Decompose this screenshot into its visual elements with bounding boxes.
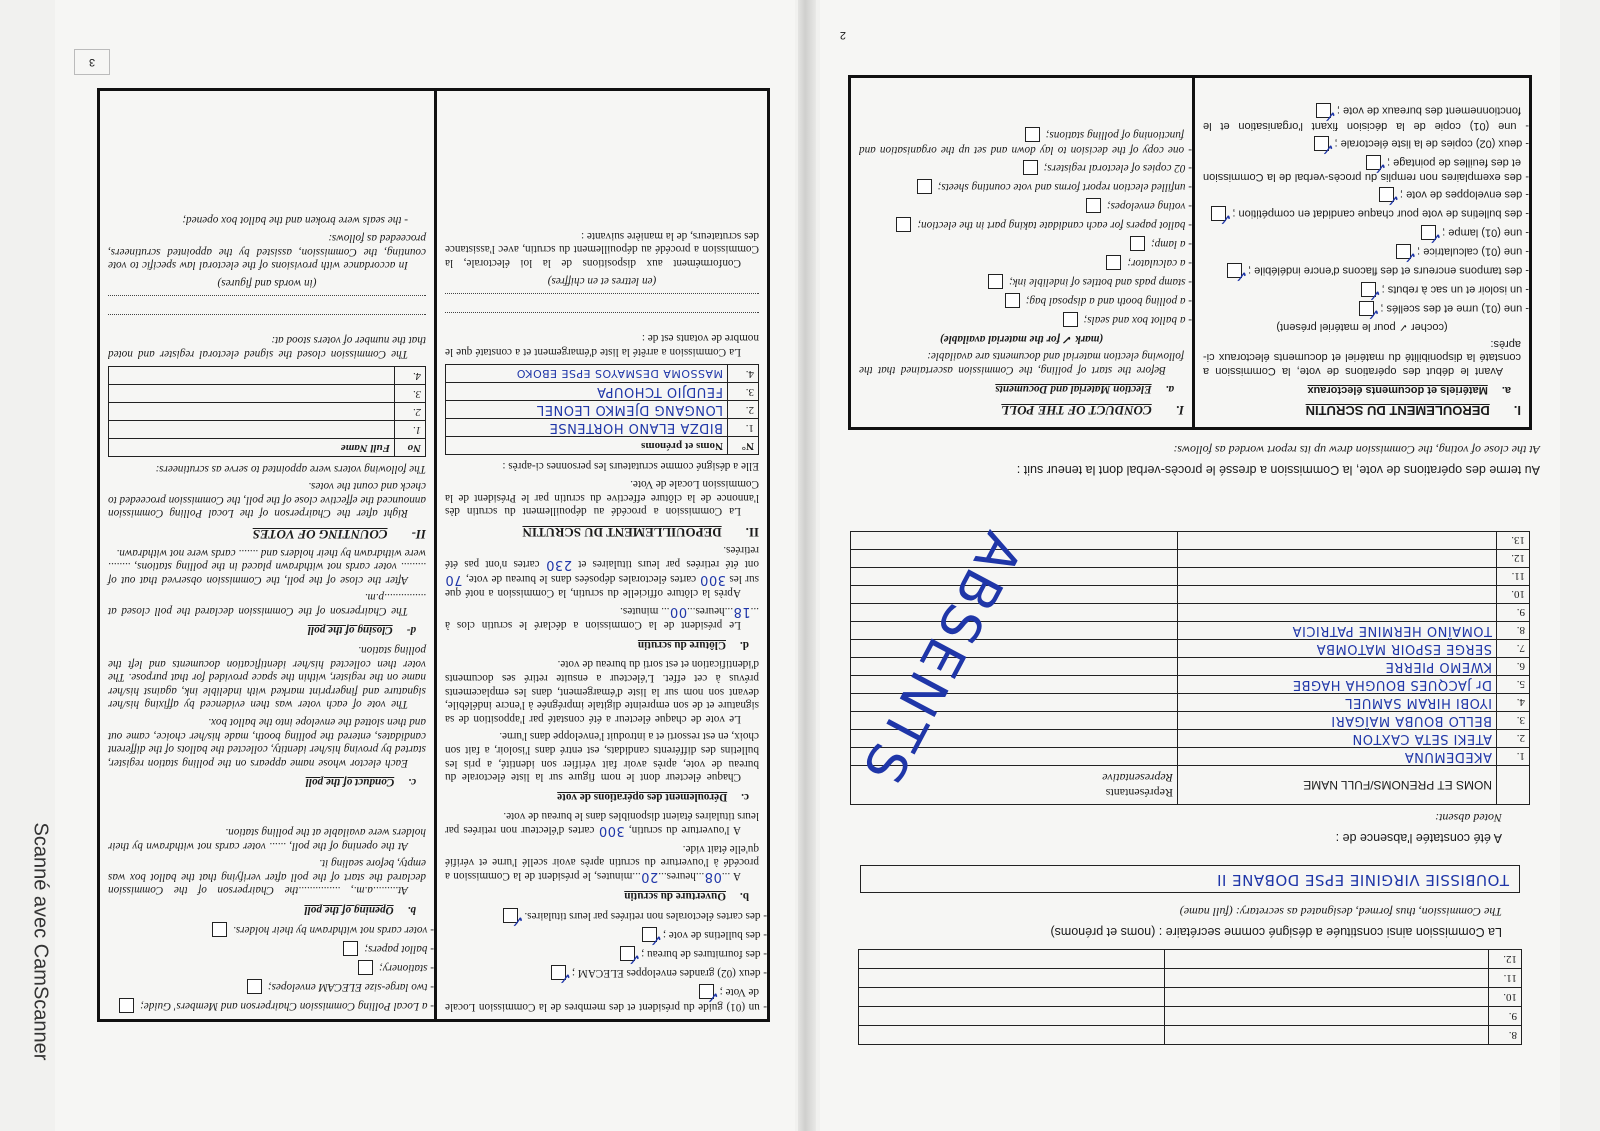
english-column (851, 78, 1195, 427)
section-letter: c. (741, 790, 749, 803)
section-heading (1203, 383, 1511, 396)
representative-cell[interactable] (851, 604, 1178, 622)
list-item: - un (01) guide du président et des membres de la Commission Locale de Vote ; (445, 986, 767, 1013)
checkbox[interactable] (119, 998, 134, 1013)
name-cell[interactable] (109, 384, 395, 402)
checkbox[interactable] (1227, 263, 1242, 278)
row-number: 3. (1497, 712, 1530, 730)
list-item: - des fournitures de bureau ; (641, 948, 767, 961)
checkbox[interactable] (1086, 198, 1101, 213)
list-item: - two large-size ELECAM envelopes; (267, 980, 434, 993)
page-3 (55, 0, 795, 1131)
text: heures (695, 604, 725, 617)
paragraph: Elle a désigné comme scrutateurs les personnes ci-après : (502, 460, 759, 473)
list-item (1203, 263, 1529, 278)
paragraph: La Commission a arrêté la liste d'émargement et a constaté que le nombre de votants est de : (445, 332, 759, 358)
scrutineer-name: FEUDJIO TCHOUPA (446, 382, 728, 400)
text: A l'ouverture du scrutin, (628, 824, 741, 837)
row-number: 1. (728, 418, 759, 436)
section-title: DEROULEMENT DU SCRUTIN (1305, 403, 1490, 418)
list-item (1203, 244, 1529, 259)
list-item (859, 160, 1192, 175)
item-label: - une (01) urne et des scellés ; (1380, 302, 1529, 315)
list-item: - voter cards not withdrawn by their holders. (233, 923, 434, 936)
item-label: - une (01) lampe ; (1442, 226, 1529, 239)
table-row (446, 400, 759, 418)
section-title: Conduct of the poll (305, 776, 395, 789)
table-row (851, 550, 1530, 568)
table-row (109, 402, 426, 420)
paragraph: A ...08...heures...20...minutes, le président de la Commission a procédé à l'ouverture du scrutin après avoir scellé l'urne et vérifié qu'elle était vide. (445, 842, 759, 884)
list-item (859, 179, 1192, 194)
section-letter: d. (739, 638, 749, 651)
row-number: 13. (1497, 532, 1530, 550)
absent-member-name: KWEMO PIERRE (1178, 658, 1497, 676)
absent-member-name (1178, 586, 1497, 604)
table-row (109, 384, 426, 402)
paragraph: - the seals were broken and the ballot box opened; (182, 214, 408, 227)
secretary-label-en: The Commission, thus formed, designated as secretary: (full name) (1179, 905, 1502, 919)
row-number: 1. (1497, 748, 1530, 766)
paragraph: Before the start of polling, the Commission ascertained that the following election material and documents are available: (859, 350, 1184, 376)
french-column (437, 91, 767, 1019)
header-text: Representative (1102, 771, 1173, 785)
row-number: 2. (395, 402, 426, 420)
checkbox[interactable] (988, 274, 1003, 289)
row-number: 4. (728, 364, 759, 382)
checkbox[interactable] (1130, 236, 1145, 251)
row-number: 9. (1489, 1007, 1522, 1026)
checkbox[interactable] (1379, 187, 1394, 202)
text: Le président de la Commission a déclaré le scrutin clos à (445, 619, 741, 632)
page-number: 3 (74, 49, 110, 75)
column-header: No (395, 438, 426, 456)
page-2 (820, 0, 1560, 1131)
paragraph: The vote of each voter was then evidenced by affixing his/her signature and fingerprint marked with indelible ink, against his/her name on the register, within the space provided for that purpose. The voter then collected his/her identification documents and left the polling station. (108, 644, 426, 711)
row-number: 3. (728, 382, 759, 400)
page-number: 2 (839, 29, 846, 41)
table-row (851, 730, 1530, 748)
row-number: 1. (395, 420, 426, 438)
absent-member-name (1178, 532, 1497, 550)
row-number: 8. (1489, 1026, 1522, 1045)
paragraph: After the close of the poll, the Commission observed that out of ......... voter cards not withdrawn placed in the polling stations, ........ were withdrawn by their holders and ....... cards were not withdrawn. (108, 546, 426, 586)
handwritten-number: 300 (699, 571, 726, 587)
checkbox[interactable] (896, 217, 911, 232)
section-title: Matériels et documents électoraux (1307, 383, 1488, 396)
report-intro-en: At the close of voting, the Commission drew up its report worded as follows: (1173, 443, 1540, 457)
table-row (859, 969, 1522, 988)
section-heading (108, 623, 416, 637)
name-cell[interactable] (109, 420, 395, 438)
checkbox[interactable] (358, 960, 373, 975)
list-item (1203, 155, 1529, 183)
name-cell[interactable] (109, 366, 395, 384)
materials-list-fr (445, 908, 767, 1013)
list-item (1203, 187, 1529, 202)
item-label: - des bulletins de vote pour chaque candidat en compétition ; (1232, 207, 1529, 220)
table-row (851, 712, 1530, 730)
voters-count-line[interactable] (445, 312, 759, 325)
absent-member-name (1178, 550, 1497, 568)
row-number: 3. (395, 384, 426, 402)
list-item (1203, 301, 1529, 316)
item-label: - stamp pads and bottles of indelible ink; (1008, 275, 1192, 288)
scrutineer-name: BIDZA ELANO HORTENSE (446, 418, 728, 436)
voters-count-line[interactable] (108, 314, 426, 327)
english-column (100, 91, 437, 1019)
section-heading (445, 889, 749, 903)
table-row (446, 382, 759, 400)
absent-member-name (1178, 604, 1497, 622)
checkbox[interactable] (699, 984, 714, 999)
form-frame (97, 88, 770, 1022)
text: minutes. (620, 604, 659, 617)
scrutineer-name: MASSOMA DESMAYOS EPSE EBOKO (446, 364, 728, 382)
materials-list-en (108, 922, 434, 1013)
paragraph: Le président de la Commission a déclaré le scrutin clos à ...18...heures...00... minutes. (445, 603, 759, 632)
text: ont été retirées par leurs titulaires et (578, 557, 759, 570)
section-heading (108, 775, 416, 789)
paragraph: La Commission a procédé au dépouillement du scrutin dès l'annonce de la clôture effective du scrutin par le Président de la Commission Locale de Vote. (445, 477, 759, 518)
row-number: 8. (1497, 622, 1530, 640)
section-heading (108, 527, 426, 541)
section-letter: d- (406, 624, 416, 637)
representative-cell[interactable] (851, 622, 1178, 640)
paragraph: At the opening of the poll, ...... voter cards not withdrawn by their holders were available at the polling station. (108, 826, 426, 852)
list-item: - des cartes électorales non retirées par leurs titulaires. (524, 910, 767, 923)
section-number: II- (411, 526, 426, 542)
text: minutes, le président de la Commission a procédé à l'ouverture du scrutin après avoir scellé l'urne et vérifié qu'elle était vide. (445, 842, 759, 882)
hint-text: (en lettres et en chiffres) (547, 274, 657, 287)
row-number: 2. (1497, 730, 1530, 748)
list-item (859, 236, 1192, 251)
table-row (446, 418, 759, 436)
list-item (1203, 136, 1529, 151)
list-item (859, 217, 1192, 232)
book-gutter (798, 0, 816, 1131)
section-title: Clôture du scrutin (637, 638, 726, 651)
absent-member-name: Dr JACQUES BOUGHA HAGBE (1178, 676, 1497, 694)
scrutineers-table (445, 364, 759, 455)
section-heading (108, 902, 416, 916)
paragraph: In accordance with provisions of the electoral law specific to vote counting, the Commission, assisted by the appointed scrutineers, proceeded as follows: (108, 232, 426, 272)
text: cartes d'électeur non retirées par leurs titulaires étaient disponibles dans le bureau de vote. (445, 810, 759, 837)
hint-text: (cocher ✓ pour le matériel présent) (1276, 320, 1448, 333)
handwritten-number: 300 (598, 823, 625, 839)
row-number: 9. (1497, 604, 1530, 622)
table-row (109, 366, 426, 384)
hint-text: (mark ✓ for the material available) (939, 332, 1104, 345)
section-title: CONDUCT OF THE POLL (1001, 403, 1152, 418)
table-row (859, 988, 1522, 1007)
text: Après la clôture officielle du scrutin, la Commission a noté que sur les (445, 572, 759, 600)
absents-handwritten-stamp: ABSENTS (848, 522, 1035, 797)
item-label: - voting envelopes; (1106, 199, 1192, 212)
section-heading (859, 403, 1184, 417)
list-item (859, 255, 1192, 270)
representative-cell[interactable] (851, 640, 1178, 658)
list-item: - a Local Polling Commission Chairperson and Members' Guide; (140, 999, 434, 1012)
handwritten-minutes: 00 (669, 603, 688, 619)
paragraph: Conformément aux dispositions de la loi électorale, la Commission a procédé au dépouillement du scrutin, avec l'assistance des scrutateurs, de la manière suivante : (445, 229, 759, 269)
section-title: Election Material and Documents (995, 383, 1152, 396)
absent-member-name: IYOBI HIRAM SAMUEL (1178, 694, 1497, 712)
section-letter: a. (1501, 383, 1511, 396)
section-title: COUNTING OF VOTES (252, 526, 388, 542)
list-item (1203, 103, 1529, 132)
item-label: - a calculator; (1127, 256, 1192, 269)
table-row (859, 1007, 1522, 1026)
secretary-label-fr: La Commission ainsi constituée a désigné comme secrétaire : (noms et prénoms) (1050, 925, 1502, 939)
checkbox[interactable] (1396, 244, 1411, 259)
item-label: - a ballot box and seals; (1083, 313, 1192, 326)
table-row (859, 950, 1522, 969)
paragraph: At.........a.m., ...............the Chairperson of the Commission declared the start of the poll after verifying that the ballot box was empty, before sealing it. (108, 857, 426, 897)
checkbox[interactable] (551, 965, 566, 980)
scrutineer-name: LONGANG DJEMKO LEONEL (446, 400, 728, 418)
checkbox[interactable] (212, 922, 227, 937)
section-title: Closing of the poll (307, 624, 393, 637)
list-item (859, 274, 1192, 289)
absent-member-name: SERGE ESPOIR MATOMBA (1178, 640, 1497, 658)
list-item: - des bulletins de vote ; (662, 929, 767, 942)
absent-member-name: BELLO BOUBA MAÏGARI (1178, 712, 1497, 730)
row-number: 10. (1489, 988, 1522, 1007)
row-number: 4. (395, 366, 426, 384)
french-column (1195, 78, 1529, 427)
report-intro-fr: Au terme des opérations de vote, la Commission a dressé le procès-verbal dont la teneur suit : (1016, 463, 1540, 477)
list-item: - stationery; (379, 961, 434, 974)
paragraph: Each elector whose name appears on the polling station register, started by proving his/her identity, collected the ballots of the different candidates, entered the polling booth, made his/her choice, came out and then slotted the envelope into the ballot box. (108, 716, 426, 769)
members-table-continued (858, 949, 1522, 1045)
voters-count-line[interactable] (108, 295, 426, 308)
materials-checklist-fr (1203, 103, 1529, 315)
checkbox[interactable] (1005, 293, 1020, 308)
section-letter: b. (739, 890, 749, 903)
list-item (859, 127, 1192, 157)
checkbox[interactable] (1063, 312, 1078, 327)
item-label: - one copy of the decision to lay down and set up the organisation and functioning of polling stations; (859, 129, 1192, 157)
checkbox[interactable] (1316, 103, 1331, 118)
paragraph: The following voters were appointed to serve as scrutineers: (155, 462, 426, 475)
section-heading (445, 789, 749, 803)
name-cell[interactable] (109, 402, 395, 420)
section-title: Opening of the poll (304, 904, 394, 916)
section-letter: a. (1165, 383, 1174, 396)
checkbox[interactable] (620, 946, 635, 961)
section-title: DEPOUILLEMENT DU SCRUTIN (522, 524, 722, 540)
item-label: - des exemplaires non remplis du procès-verbal de la Commission et des feuilles de pointage ; (1203, 156, 1529, 183)
checkbox[interactable] (1211, 206, 1226, 221)
voters-count-line[interactable] (445, 293, 759, 306)
checkbox[interactable] (1361, 282, 1376, 297)
list-item (1203, 225, 1529, 240)
column-header: Full Name (109, 438, 395, 456)
handwritten-number: 230 (545, 556, 573, 572)
list-item (859, 198, 1192, 213)
item-label: - unfilled election report forms and vote counting sheets; (937, 180, 1192, 193)
list-item (1203, 282, 1529, 297)
checkbox[interactable] (917, 179, 932, 194)
item-label: - a lamp; (1150, 237, 1192, 250)
list-item: - ballot papers; (364, 942, 434, 955)
row-number: 7. (1497, 640, 1530, 658)
checkbox[interactable] (1314, 136, 1329, 151)
table-row (859, 1026, 1522, 1045)
row-number: 5. (1497, 676, 1530, 694)
column-header: N° (728, 436, 759, 454)
text: A (733, 869, 741, 882)
absent-member-name: ATEKI SETA CAXTON (1178, 730, 1497, 748)
table-row (851, 532, 1530, 550)
row-number: 4. (1497, 694, 1530, 712)
handwritten-minutes: 20 (640, 868, 659, 884)
section-number: II. (745, 524, 759, 540)
item-label: - ballot papers for each candidate taking part in the election; (917, 218, 1192, 231)
checkbox[interactable] (642, 927, 657, 942)
handwritten-hour: 08 (704, 868, 722, 884)
column-header: Noms et prénoms (446, 436, 728, 454)
checkbox[interactable] (247, 979, 262, 994)
section-number: I. (1175, 403, 1184, 418)
absent-member-name (1178, 568, 1497, 586)
list-item (1203, 206, 1529, 221)
row-number: 10. (1497, 586, 1530, 604)
paragraph (445, 543, 759, 599)
paragraph: The Chairperson of the Commission declared the poll closed at ...............p.m. (108, 591, 426, 617)
section-letter: c. (408, 776, 416, 789)
scrutineers-table (108, 366, 426, 457)
item-label: - une (01) calculatrice ; (1417, 245, 1529, 258)
paragraph: Chaque électeur dont le nom figure sur la liste électorale du bureau de vote, après avoir fait vérifier son identité, a pris les bulletins des différents candidats, est entré dans l'isoloir, a fait son choix, en est ressorti et a introduit l'enveloppe dans l'urne. (445, 730, 759, 784)
item-label: - deux (02) copies de la liste électorale ; (1334, 137, 1529, 150)
absent-label-en: Noted absent: (1435, 811, 1502, 825)
list-item (859, 293, 1192, 308)
section-title: Déroulement des opérations de vote (557, 790, 728, 803)
item-label: - des tampons encreurs et des flacons d'encre indélébile ; (1248, 264, 1529, 277)
item-label: - 02 copies of electoral registers; (1043, 161, 1192, 174)
paragraph: Le vote de chaque électeur a été constaté par l'apposition de sa signature et de son empreinte digitale imprégnée à l'encre indélébile, devant son nom sur la liste d'émargement, dans les emplacements prévus à cet effet. L'électeur a ensuite retiré ses documents d'identification et est sorti du bureau de vote. (445, 658, 759, 725)
row-number: 11. (1497, 568, 1530, 586)
section-i-frame (848, 75, 1532, 430)
item-label: - a polling booth and a disposal bag; (1025, 294, 1192, 307)
handwritten-number: 70 (444, 571, 463, 587)
handwritten-hour: 18 (733, 603, 751, 619)
paragraph (445, 809, 759, 837)
section-letter: b. (407, 904, 416, 916)
table-row (851, 748, 1530, 766)
column-header-name: NOMS ET PRENOMS/FULL NAME (1178, 766, 1497, 805)
item-label: - une (01) copie de la décision fixant l'organisation et le fonctionnement des bureaux de vote ; (1203, 104, 1529, 132)
checkbox[interactable] (1106, 255, 1121, 270)
row-number: 12. (1489, 950, 1522, 969)
list-item (859, 312, 1192, 327)
row-number: 12. (1497, 550, 1530, 568)
paragraph: Avant le début des opérations de vote, la Commission a constaté la disponibilité du matériel et documents électoraux ci-après: (1203, 338, 1521, 377)
row-number: 2. (728, 400, 759, 418)
absent-member-name: AKEDEMUNA (1178, 748, 1497, 766)
section-heading (859, 382, 1174, 396)
table-row (109, 420, 426, 438)
table-row (446, 364, 759, 382)
list-item: - deux (02) grandes enveloppes ELECAM ; (571, 967, 767, 980)
header-text: Représentants (1105, 786, 1173, 800)
materials-checklist-en (859, 127, 1192, 327)
section-heading (445, 637, 749, 651)
section-title: Ouverture du scrutin (624, 890, 726, 903)
checkbox[interactable] (1023, 160, 1038, 175)
checkbox[interactable] (503, 908, 518, 923)
row-number: 11. (1489, 969, 1522, 988)
checkbox[interactable] (343, 941, 358, 956)
paragraph: Right after the Chairperson of the Local Polling Commission announced the effective close of the poll, the Commission proceeded to check and count the votes. (108, 480, 426, 520)
checkbox[interactable] (1366, 155, 1381, 170)
item-label: - un isoloir et un sac à rebuts ; (1381, 283, 1529, 296)
absent-member-name: TOMAÏNO HERMINE PATRICIA (1178, 622, 1497, 640)
table-header (851, 766, 1530, 805)
checkbox[interactable] (1025, 127, 1040, 142)
hint-text: (in words and figures) (217, 276, 317, 289)
camscanner-watermark: Scanné avec CamScanner (29, 822, 52, 1061)
paragraph: The Commission closed the signed electoral register and noted that the number of voters stood at: (108, 334, 426, 360)
text: cartes électorales déposées dans le bureau de vote, (466, 572, 697, 585)
text: cartes n'ont pas été retirées. (445, 544, 759, 570)
text: heures (666, 869, 696, 882)
section-number: I. (1513, 403, 1521, 418)
section-heading (1203, 404, 1521, 417)
absent-label-fr: A été constatée l'absence de : (1335, 831, 1502, 845)
section-heading (445, 525, 759, 539)
secretary-name-field[interactable]: TOUBISSIE VIRGINIE EPSE DOBANE II (860, 865, 1520, 893)
checkbox[interactable] (1421, 225, 1436, 240)
row-number: 6. (1497, 658, 1530, 676)
item-label: - des enveloppes de vote ; (1399, 188, 1529, 201)
